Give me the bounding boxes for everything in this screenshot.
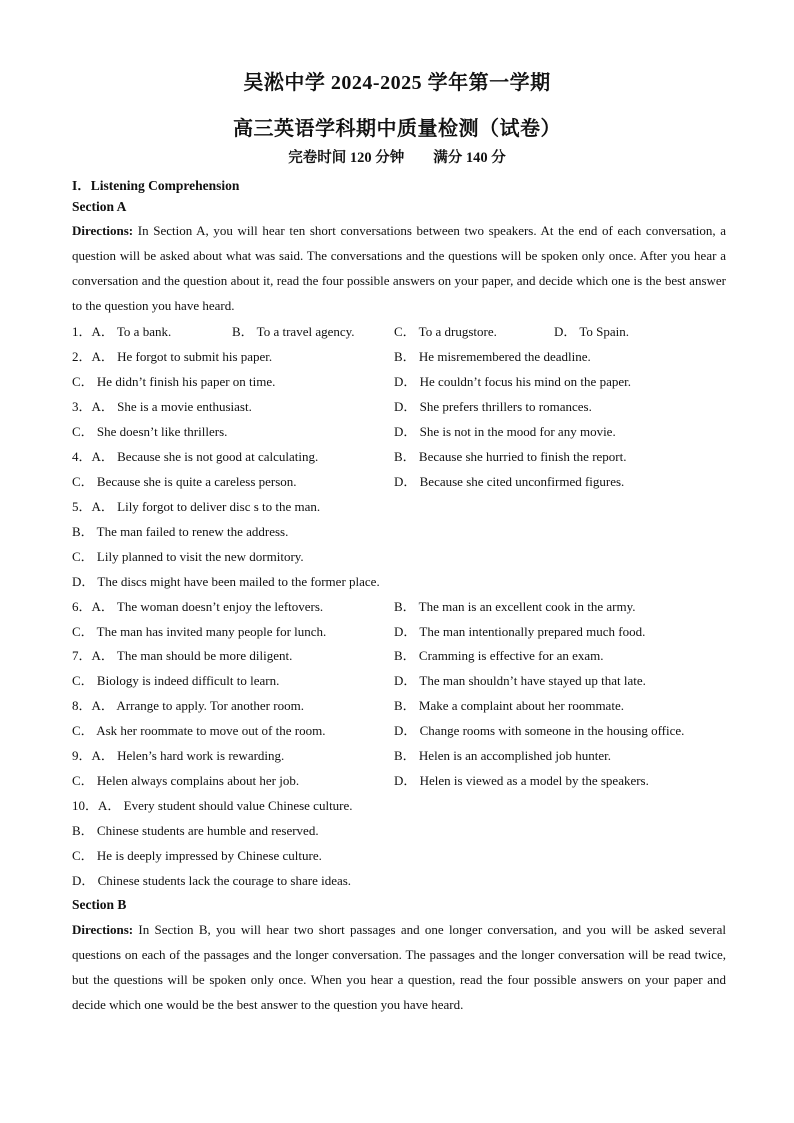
q7-option-c: C． Biology is indeed difficult to learn. [72, 673, 280, 688]
q7-option-a: 7．A． The man should be more diligent. [72, 648, 293, 663]
q7-option-d: D． The man shouldn’t have stayed up that late. [394, 673, 646, 688]
q10-option-a: 10．A． Every student should value Chinese culture. [72, 798, 353, 813]
exam-subtitle: 高三英语学科期中质量检测（试卷） [233, 118, 561, 140]
section-a-directions [72, 218, 726, 318]
q5-option-c: C． Lily planned to visit the new dormitory. [72, 549, 304, 564]
q8-option-b: B． Make a complaint about her roommate. [394, 698, 624, 713]
q3-option-c: C． She doesn’t like thrillers. [72, 424, 228, 439]
q6-option-c: C． The man has invited many people for lunch. [72, 624, 327, 639]
q7-option-b: B． Cramming is effective for an exam. [394, 648, 604, 663]
exam-meta: 完卷时间 120 分钟 满分 140 分 [288, 150, 506, 166]
q8-option-d: D． Change rooms with someone in the housing office. [394, 723, 685, 738]
section-a-heading: Section A [72, 199, 127, 214]
q4-option-d: D． Because she cited unconfirmed figures. [394, 474, 625, 489]
q10-option-d: D． Chinese students lack the courage to share ideas. [72, 873, 352, 888]
q6-option-a: 6．A． The woman doesn’t enjoy the leftovers. [72, 599, 324, 614]
directions-text: In Section A, you will hear ten short conversations between two speakers. At the end of each conversation, a question will be asked about what was said. The conversations and the questions will be spoken only once. After you hear a conversation and the question about it, read the four possible answers on your paper, and decide which one is the best answer to the question you have heard. [72, 223, 726, 313]
q9-option-a: 9．A． Helen’s hard work is rewarding. [72, 748, 285, 763]
q9-option-c: C． Helen always complains about her job. [72, 773, 300, 788]
directions-label: Directions: [72, 922, 134, 937]
section-b-heading: Section B [72, 897, 127, 912]
q4-option-c: C． Because she is quite a careless person. [72, 474, 297, 489]
q8-option-c: C． Ask her roommate to move out of the room. [72, 723, 326, 738]
q4-option-b: B． Because she hurried to finish the report. [394, 449, 627, 464]
q5-option-a: 5．A． Lily forgot to deliver disc s to the man. [72, 499, 321, 514]
q5-option-b: B． The man failed to renew the address. [72, 524, 289, 539]
q5-option-d: D． The discs might have been mailed to the former place. [72, 574, 380, 589]
q10-option-c: C． He is deeply impressed by Chinese culture. [72, 848, 322, 863]
q3-option-d: D． She is not in the mood for any movie. [394, 424, 616, 439]
q4-option-a: 4．A． Because she is not good at calculating. [72, 449, 319, 464]
q8-option-a: 8．A． Arrange to apply. Tor another room. [72, 698, 304, 713]
q1-option-b: B． To a travel agency. [232, 324, 355, 339]
q1-option-d: D． To Spain. [554, 324, 630, 339]
q6-option-b: B． The man is an excellent cook in the army. [394, 599, 636, 614]
q9-option-d: D． Helen is viewed as a model by the speakers. [394, 773, 649, 788]
q2-option-a: 2．A． He forgot to submit his paper. [72, 349, 273, 364]
directions-label: Directions: [72, 223, 134, 238]
q2-option-b: B． He misremembered the deadline. [394, 349, 591, 364]
q2-option-d: D． He couldn’t focus his mind on the paper. [394, 374, 631, 389]
q6-option-d: D． The man intentionally prepared much food. [394, 624, 646, 639]
q10-option-b: B． Chinese students are humble and reserved. [72, 823, 319, 838]
part-heading: I．Listening Comprehension [72, 178, 240, 193]
q3-option-b: D． She prefers thrillers to romances. [394, 399, 592, 414]
section-b-directions [72, 917, 726, 1017]
q2-option-c: C． He didn’t finish his paper on time. [72, 374, 276, 389]
q1-option-a: 1．A． To a bank. [72, 324, 172, 339]
q9-option-b: B． Helen is an accomplished job hunter. [394, 748, 611, 763]
directions-text: In Section B, you will hear two short passages and one longer conversation, and you will be asked several questions on each of the passages and the longer conversation. The passages and the longer conversation will be read twice, but the questions will be spoken only once. When you hear a question, read the four possible answers on your paper and decide which one would be the best answer to the question you have heard. [72, 922, 726, 1012]
q1-option-c: C． To a drugstore. [394, 324, 497, 339]
q3-option-a: 3．A． She is a movie enthusiast. [72, 399, 252, 414]
exam-title: 吴淞中学 2024-2025 学年第一学期 [243, 72, 551, 94]
